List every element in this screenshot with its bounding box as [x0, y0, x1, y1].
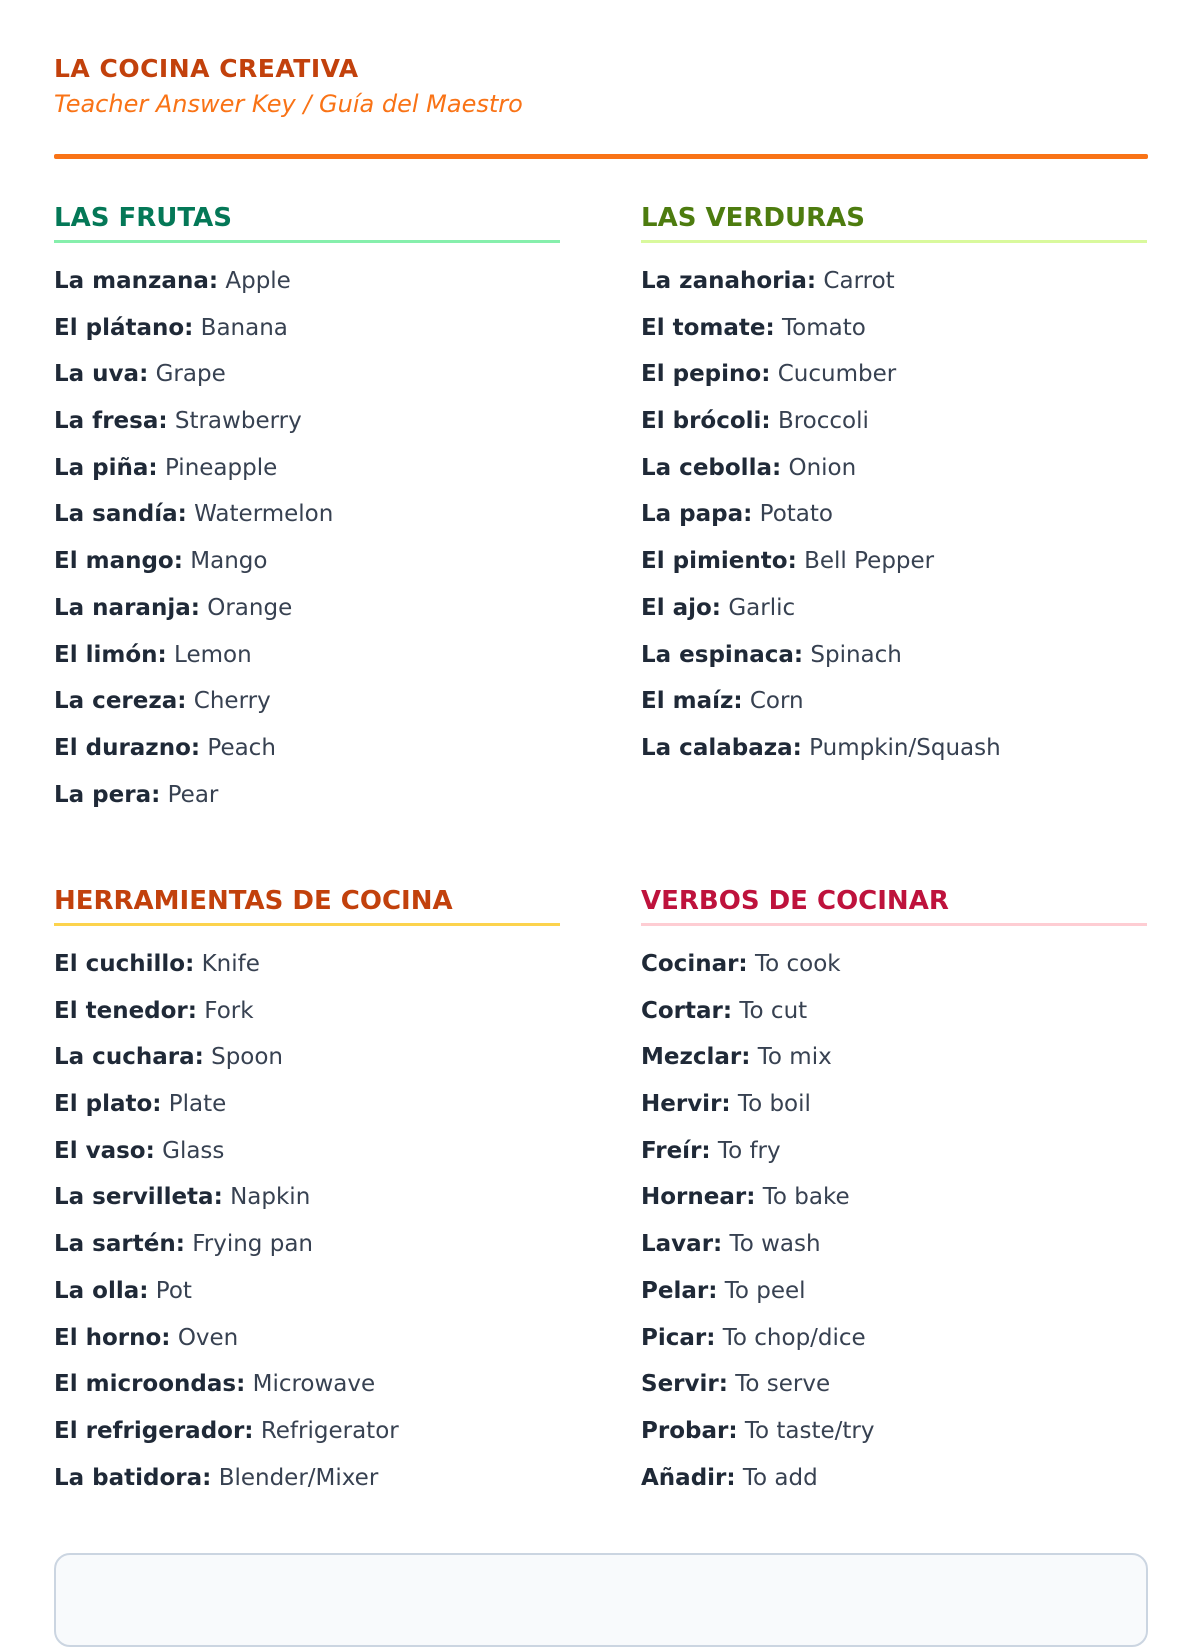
vocab-item — [54, 1361, 560, 1408]
vocab-item — [641, 678, 1147, 725]
vocab-translation: Cherry — [193, 688, 271, 715]
vocab-item — [54, 1408, 560, 1455]
vocab-term: Lavar: — [641, 1231, 723, 1258]
section-tools — [54, 885, 560, 1501]
vocab-term: El tenedor: — [54, 997, 197, 1024]
vocab-item — [54, 725, 560, 772]
vocab-translation: To cook — [754, 951, 841, 977]
vocab-term: La calabaza: — [641, 734, 802, 761]
vocab-translation: Onion — [788, 454, 857, 481]
vocab-term: La piña: — [54, 454, 158, 481]
vocab-term: Probar: — [641, 1417, 738, 1444]
vocab-translation: Pear — [167, 781, 219, 808]
vocab-term: La manzana: — [54, 268, 219, 294]
vocab-translation: Potato — [759, 501, 833, 528]
section-title-tools: HERRAMIENTAS DE COCINA — [54, 885, 560, 926]
vocab-translation: Spoon — [211, 1044, 284, 1071]
vocab-translation: Strawberry — [174, 408, 302, 435]
vocab-term: La papa: — [641, 501, 753, 528]
vocab-translation: Blender/Mixer — [218, 1464, 379, 1491]
vocab-item — [54, 772, 560, 819]
vocab-item — [641, 1128, 1147, 1175]
vocab-translation: To fry — [717, 1137, 781, 1164]
vocab-translation: To peel — [724, 1277, 806, 1304]
vocab-item — [641, 1174, 1147, 1221]
vocab-translation: To chop/dice — [722, 1324, 866, 1351]
vocab-item — [641, 398, 1147, 445]
vocab-term: Picar: — [641, 1324, 716, 1351]
vocab-term: La cereza: — [54, 688, 187, 715]
vocab-translation: Pot — [155, 1277, 192, 1304]
vocab-item — [54, 1268, 560, 1315]
vocab-translation: Pumpkin/Squash — [809, 734, 1001, 761]
vocab-item — [54, 1034, 560, 1081]
vocab-item — [641, 632, 1147, 679]
vocab-item — [54, 941, 560, 988]
vocab-term: El plato: — [54, 1091, 162, 1118]
vocab-term: El ajo: — [641, 594, 722, 621]
vocab-list-verbs — [641, 941, 1147, 1501]
vocab-translation: Bell Pepper — [804, 548, 935, 575]
vocab-translation: Pineapple — [164, 454, 278, 481]
vocab-item — [641, 988, 1147, 1035]
page-subtitle: Teacher Answer Key / Guía del Maestro — [54, 90, 523, 118]
section-vegetables — [641, 202, 1147, 772]
answer-key-page — [54, 0, 1148, 1600]
vocab-term: El cuchillo: — [54, 951, 195, 977]
vocab-translation: To boil — [737, 1091, 811, 1118]
vocab-term: La pera: — [54, 781, 161, 808]
vocab-translation: Napkin — [230, 1184, 311, 1211]
vocab-translation: Plate — [168, 1091, 227, 1118]
vocab-term: Hervir: — [641, 1091, 731, 1118]
vocab-term: Mezclar: — [641, 1044, 751, 1071]
vocab-item — [641, 1034, 1147, 1081]
vocab-item — [54, 398, 560, 445]
vocab-item — [641, 1408, 1147, 1455]
section-title-vegetables: LAS VERDURAS — [641, 202, 1147, 243]
vocab-translation: To serve — [735, 1371, 831, 1398]
vocab-translation: Corn — [749, 688, 804, 715]
vocab-list-vegetables — [641, 258, 1147, 772]
vocab-term: El refrigerador: — [54, 1417, 254, 1444]
vocab-term: La naranja: — [54, 594, 200, 621]
vocab-term: El microondas: — [54, 1371, 246, 1398]
vocab-term: El plátano: — [54, 314, 194, 341]
vocab-translation: To bake — [762, 1184, 850, 1211]
vocab-term: El brócoli: — [641, 408, 771, 435]
vocab-term: La sandía: — [54, 501, 187, 528]
vocab-item — [641, 258, 1147, 305]
vocab-item — [54, 1081, 560, 1128]
vocab-item — [641, 1268, 1147, 1315]
vocab-term: El tomate: — [641, 314, 775, 341]
header-divider — [54, 154, 1148, 159]
section-title-verbs: VERBOS DE COCINAR — [641, 885, 1147, 926]
vocab-term: La olla: — [54, 1277, 149, 1304]
vocab-translation: Carrot — [823, 268, 895, 294]
vocab-item — [54, 305, 560, 352]
vocab-term: La sartén: — [54, 1231, 185, 1258]
vocab-term: El pepino: — [641, 361, 771, 388]
vocab-term: El limón: — [54, 641, 167, 668]
vocab-item — [54, 1455, 560, 1502]
vocab-term: La batidora: — [54, 1464, 212, 1491]
vocab-item — [641, 941, 1147, 988]
vocab-item — [54, 1315, 560, 1362]
vocab-translation: Orange — [207, 594, 293, 621]
vocab-item — [54, 988, 560, 1035]
vocab-translation: Frying pan — [192, 1231, 313, 1258]
vocab-item — [54, 351, 560, 398]
vocab-translation: To taste/try — [744, 1417, 875, 1444]
vocab-item — [641, 1361, 1147, 1408]
vocab-term: Freír: — [641, 1137, 711, 1164]
vocab-term: La cebolla: — [641, 454, 782, 481]
vocab-term: Añadir: — [641, 1464, 736, 1491]
vocab-item — [54, 678, 560, 725]
vocab-term: El vaso: — [54, 1137, 155, 1164]
vocab-item — [641, 725, 1147, 772]
vocab-translation: Garlic — [728, 594, 796, 621]
vocab-item — [54, 445, 560, 492]
vocab-translation: Tomato — [782, 314, 866, 341]
vocab-translation: To mix — [757, 1044, 832, 1071]
vocab-translation: Spinach — [810, 641, 902, 668]
vocab-translation: Fork — [204, 997, 254, 1024]
vocab-term: Hornear: — [641, 1184, 756, 1211]
vocab-item — [641, 1315, 1147, 1362]
vocab-item — [641, 1081, 1147, 1128]
vocab-item — [641, 1455, 1147, 1502]
brand-title: LA COCINA CREATIVA — [54, 54, 359, 83]
vocab-term: El durazno: — [54, 734, 201, 761]
vocab-term: La fresa: — [54, 408, 168, 435]
vocab-translation: To add — [742, 1464, 818, 1491]
vocab-item — [54, 538, 560, 585]
vocab-item — [641, 491, 1147, 538]
vocab-item — [641, 1221, 1147, 1268]
vocab-translation: To wash — [729, 1231, 821, 1258]
section-fruits — [54, 202, 560, 818]
vocab-list-tools — [54, 941, 560, 1501]
vocab-translation: Grape — [155, 361, 226, 388]
vocab-translation: Lemon — [174, 641, 252, 668]
vocab-term: El mango: — [54, 548, 183, 575]
vocab-item — [54, 1128, 560, 1175]
vocab-item — [54, 1221, 560, 1268]
vocab-list-fruits — [54, 258, 560, 818]
vocab-term: Cortar: — [641, 997, 733, 1024]
vocab-item — [54, 258, 560, 305]
vocab-item — [54, 632, 560, 679]
vocab-item — [641, 305, 1147, 352]
vocab-item — [54, 491, 560, 538]
vocab-item — [641, 538, 1147, 585]
vocab-translation: Mango — [190, 548, 268, 575]
vocab-translation: Broccoli — [777, 408, 869, 435]
vocab-item — [54, 585, 560, 632]
vocab-translation: Oven — [177, 1324, 239, 1351]
section-verbs — [641, 885, 1147, 1501]
vocab-term: El maíz: — [641, 688, 743, 715]
vocab-translation: Microwave — [252, 1371, 376, 1398]
vocab-term: El pimiento: — [641, 548, 797, 575]
vocab-item — [641, 445, 1147, 492]
vocab-item — [54, 1174, 560, 1221]
vocab-term: La espinaca: — [641, 641, 804, 668]
vocab-translation: Watermelon — [194, 501, 334, 528]
vocab-translation: Peach — [207, 734, 276, 761]
vocab-item — [641, 585, 1147, 632]
vocab-term: Pelar: — [641, 1277, 718, 1304]
vocab-translation: To cut — [739, 997, 808, 1024]
vocab-translation: Cucumber — [777, 361, 897, 388]
vocab-item — [641, 351, 1147, 398]
vocab-translation: Apple — [225, 268, 291, 294]
vocab-term: El horno: — [54, 1324, 171, 1351]
notes-box — [54, 1553, 1148, 1647]
vocab-translation: Refrigerator — [260, 1417, 399, 1444]
vocab-term: Servir: — [641, 1371, 728, 1398]
vocab-translation: Glass — [162, 1137, 225, 1164]
vocab-translation: Banana — [200, 314, 288, 341]
vocab-term: La uva: — [54, 361, 149, 388]
vocab-term: Cocinar: — [641, 951, 748, 977]
vocab-term: La cuchara: — [54, 1044, 204, 1071]
vocab-term: La zanahoria: — [641, 268, 817, 294]
vocab-term: La servilleta: — [54, 1184, 223, 1211]
section-title-fruits: LAS FRUTAS — [54, 202, 560, 243]
vocab-translation: Knife — [201, 951, 260, 977]
